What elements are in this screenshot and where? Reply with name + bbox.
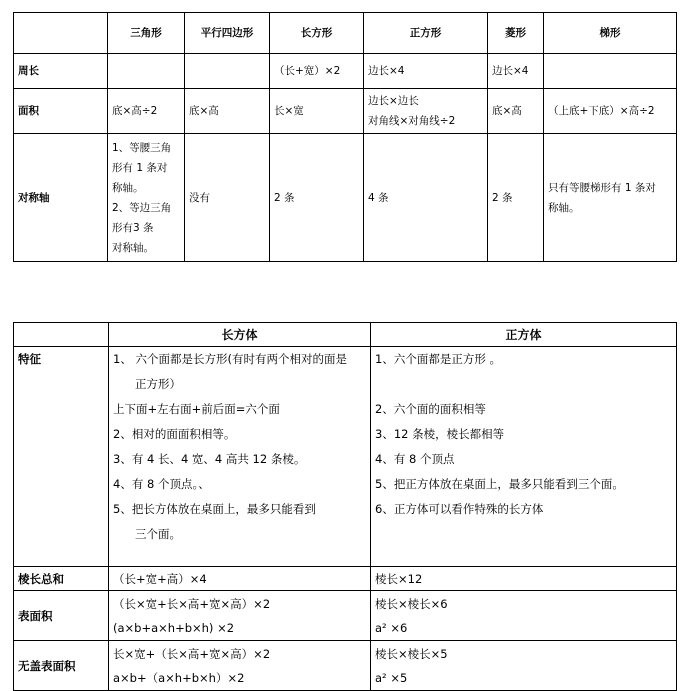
cuboid-no-lid-area [109,641,371,691]
surface-area-label: 表面积 [14,591,109,641]
formula-line: a×b+（a×h+b×h）×2 [113,670,245,685]
cube-surface-area [371,591,677,641]
cuboid-edge-sum: （长+宽+高）×4 [109,567,371,591]
edge-sum-label: 棱长总和 [14,567,109,591]
feature-line: 2、相对的面面积相等。 [113,427,236,441]
features-label: 特征 [14,347,109,567]
header-cuboid: 长方体 [109,323,371,347]
cube-features [371,347,677,567]
cell: 2 条 [270,134,364,262]
feature-line: 5、把正方体放在桌面上，最多只能看到三个面。 [375,477,624,491]
formula-line: 棱长×棱长×6 [375,596,448,611]
header-rhombus: 菱形 [488,13,544,54]
feature-line: 4、有 8 个顶点。、 [113,477,210,491]
feature-line: 5、把长方体放在桌面上，最多只能看到 [113,502,316,516]
formula-line: （长×宽+长×高+宽×高）×2 [113,596,271,611]
feature-line: 三个面。 [135,527,181,541]
formula-line: 棱长×棱长×5 [375,646,448,661]
cell: 4 条 [364,134,488,262]
feature-line: 正方形） [135,377,181,391]
feature-line: 1、六个面都是正方形 。 [375,352,501,366]
cell: 长×宽 [270,89,364,134]
solids-header-row [14,323,677,347]
cell [544,54,677,89]
feature-line: 3、有 4 长、4 宽、4 高共 12 条棱。 [113,452,306,466]
cell: 底×高÷2 [108,89,185,134]
edge-sum-row [14,567,677,591]
cell: 2 条 [488,134,544,262]
feature-line: 4、有 8 个顶点 [375,452,455,466]
cube-edge-sum: 棱长×12 [371,567,677,591]
shapes-header-row [14,13,677,54]
feature-line: 3、12 条棱，棱长都相等 [375,427,505,441]
formula-line: a² ×5 [375,670,408,685]
corner-cell [14,13,108,54]
cell: 边长×4 [488,54,544,89]
header-rectangle: 长方形 [270,13,364,54]
cell: （长+宽）×2 [270,54,364,89]
header-square: 正方形 [364,13,488,54]
plane-shapes-table [13,12,677,262]
surface-area-row [14,591,677,641]
corner-cell [14,323,109,347]
cell: 1、等腰三角 形有 1 条对 称轴。 2、等边三角 形有3 条 对称轴。 [108,134,185,262]
cell: 边长×边长 对角线×对角线÷2 [364,89,488,134]
area-label: 面积 [14,89,108,134]
cell: 只有等腰梯形有 1 条对 称轴。 [544,134,677,262]
formula-line: 长×宽+（长×高+宽×高）×2 [113,646,271,661]
feature-line: 上下面+左右面+前后面=六个面 [113,402,280,416]
cell: 边长×4 [364,54,488,89]
solids-table [13,322,677,691]
area-row [14,89,677,134]
cube-no-lid-area [371,641,677,691]
feature-line: 1、 六个面都是长方形(有时有两个相对的面是 [113,352,347,366]
no-lid-area-label: 无盖表面积 [14,641,109,691]
symmetry-label: 对称轴 [14,134,108,262]
header-trapezoid: 梯形 [544,13,677,54]
symmetry-row [14,134,677,262]
cell: 底×高 [185,89,270,134]
features-row [14,347,677,567]
feature-line: 2、六个面的面积相等 [375,402,486,416]
header-cube: 正方体 [371,323,677,347]
perimeter-row [14,54,677,89]
cuboid-features [109,347,371,567]
feature-line: 6、正方体可以看作特殊的长方体 [375,502,544,516]
cell [108,54,185,89]
cell: 底×高 [488,89,544,134]
cuboid-surface-area [109,591,371,641]
header-triangle: 三角形 [108,13,185,54]
no-lid-area-row [14,641,677,691]
formula-line: (a×b+a×h+b×h) ×2 [113,620,235,635]
cell: 没有 [185,134,270,262]
formula-line: a² ×6 [375,620,408,635]
cell [185,54,270,89]
cell: （上底+下底）×高÷2 [544,89,677,134]
header-parallelogram: 平行四边形 [185,13,270,54]
perimeter-label: 周长 [14,54,108,89]
feature-line [375,372,672,397]
